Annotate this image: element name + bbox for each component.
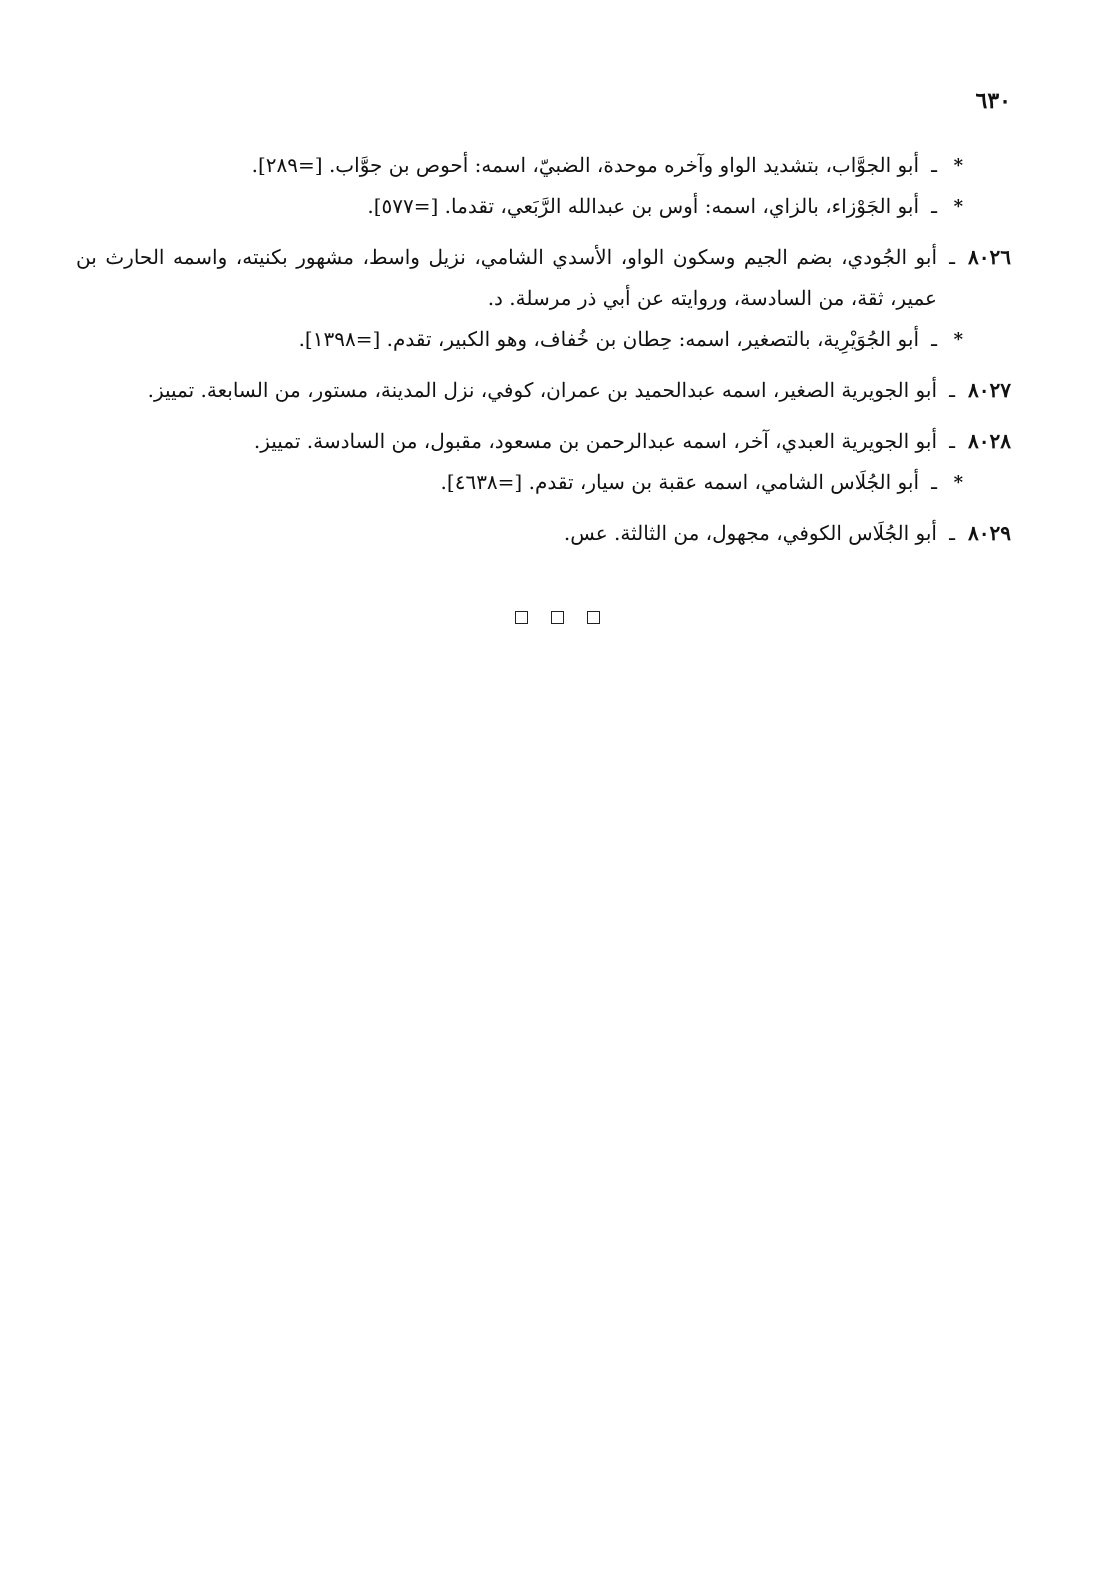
entry-text: أبو الجُوَيْرِية، بالتصغير، اسمه: حِطان بن خُفاف، وهو الكبير، تقدم. [=١٣٩٨]. [298, 327, 919, 351]
entry-dash: ـ [949, 245, 955, 269]
entry-dash: ـ [931, 153, 937, 177]
entry-text: أبو الجُلَاس الكوفي، مجهول، من الثالثة. عس. [563, 521, 937, 545]
cross-reference-entry [76, 145, 1011, 186]
cross-reference-entry [76, 319, 1011, 360]
square-ornament-icon [587, 611, 600, 624]
numbered-entry [76, 513, 1011, 554]
entry-text: أبو الجويرية الصغير، اسمه عبدالحميد بن عمران، كوفي، نزل المدينة، مستور، من السابعة. تمييز. [147, 378, 937, 402]
numbered-entry [76, 237, 1011, 319]
entry-dash: ـ [949, 378, 955, 402]
entry-dash: ـ [931, 327, 937, 351]
entry-text: أبو الجويرية العبدي، آخر، اسمه عبدالرحمن بن مسعود، مقبول، من السادسة. تمييز. [253, 429, 937, 453]
entry-text: أبو الجُلَاس الشامي، اسمه عقبة بن سيار، تقدم. [=٤٦٣٨]. [440, 470, 919, 494]
biography-entries [76, 145, 1011, 554]
asterisk-marker: * [953, 472, 963, 493]
entry-number: ٨٠٢٧ [968, 378, 1011, 402]
entry-number: ٨٠٢٨ [968, 429, 1011, 453]
numbered-entry [76, 421, 1011, 462]
entry-text: أبو الجُودي، بضم الجيم وسكون الواو، الأسدي الشامي، نزيل واسط، مشهور بكنيته، واسمه الحارث بن عمير، ثقة، من السادسة، وروايته عن أبي ذر مرسلة. د. [76, 245, 937, 310]
entry-dash: ـ [931, 470, 937, 494]
entry-dash: ـ [931, 194, 937, 218]
entry-number: ٨٠٢٩ [968, 521, 1011, 545]
page-number: ٦٣٠ [975, 88, 1011, 114]
entry-number: ٨٠٢٦ [968, 245, 1011, 269]
section-end-ornament [0, 609, 1115, 628]
entry-text: أبو الجوَّاب، بتشديد الواو وآخره موحدة، الضبيّ، اسمه: أحوص بن جوَّاب. [=٢٨٩]. [251, 153, 919, 177]
entry-dash: ـ [949, 429, 955, 453]
cross-reference-entry [76, 186, 1011, 227]
asterisk-marker: * [953, 329, 963, 350]
cross-reference-entry [76, 462, 1011, 503]
square-ornament-icon [515, 611, 528, 624]
entry-dash: ـ [949, 521, 955, 545]
square-ornament-icon [551, 611, 564, 624]
asterisk-marker: * [953, 196, 963, 217]
entry-text: أبو الجَوْزاء، بالزاي، اسمه: أوس بن عبدالله الرَّبَعي، تقدما. [=٥٧٧]. [367, 194, 919, 218]
asterisk-marker: * [953, 155, 963, 176]
numbered-entry [76, 370, 1011, 411]
